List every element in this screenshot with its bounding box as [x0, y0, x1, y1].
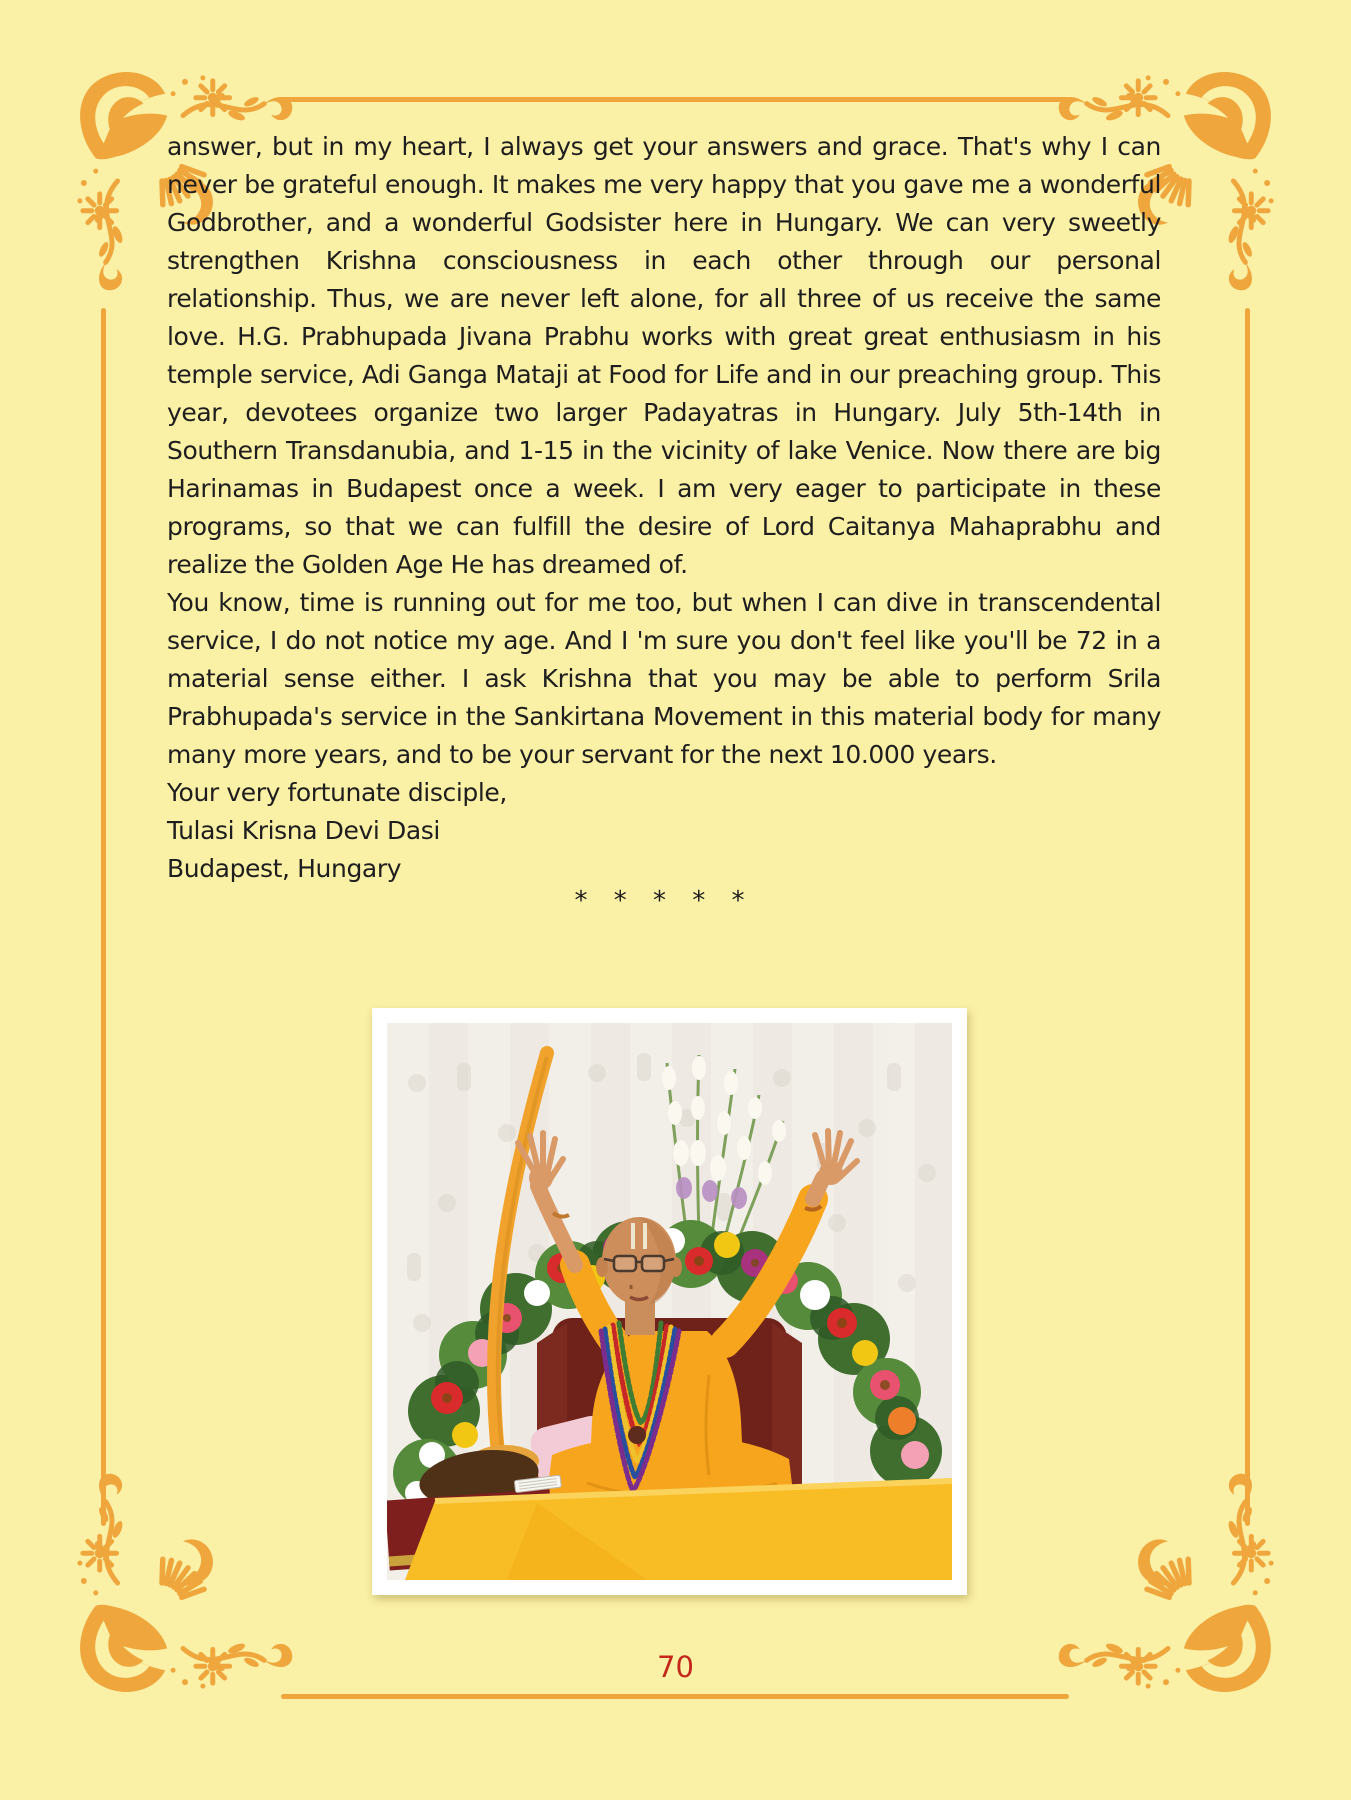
- letter-paragraph: answer, but in my heart, I always get your answers and grace. That's why I can never be grateful enough. It makes me very happy that you gave me a wonderful Godbrother, and a wonderful Godsister here in Hungary. We can very sweetly strengthen Krishna consciousness in each other through our personal relationship. Thus, we are never left alone, for all three of us receive the same love. H.G. Prabhupada Jivana Prabhu works with great great enthusiasm in his temple service, Adi Ganga Mataji at Food for Life and in our preaching group. This year, devotees organize two larger Padayatras in Hungary. July 5th-14th in Southern Transdanubia, and 1-15 in the vicinity of lake Venice. Now there are big Harinamas in Budapest once a week. I am very eager to participate in these programs, so that we can fulfill the desire of Lord Caitanya Mahaprabhu and realize the Golden Age He has dreamed of.: [167, 132, 1161, 579]
- guru-photo-illustration: [387, 1023, 952, 1580]
- border-line-left: [101, 308, 106, 1526]
- asterisk-separator: * * * * *: [574, 886, 754, 916]
- letter-body: [167, 128, 1161, 920]
- signature-name: Tulasi Krisna Devi Dasi: [167, 816, 440, 845]
- signature-location: Budapest, Hungary: [167, 854, 402, 883]
- border-line-top: [281, 97, 1069, 102]
- letter-paragraph: You know, time is running out for me too, but when I can dive in transcendental service, I do not notice my age. And I 'm sure you don't feel like you'll be 72 in a material sense either. I ask Krishna that you may be able to perform Srila Prabhupada's service in the Sankirtana Movement in this material body for many many more years, and to be your servant for the next 10.000 years.: [167, 588, 1161, 769]
- page-number: 70: [657, 1650, 694, 1684]
- border-line-right: [1245, 308, 1250, 1526]
- guru-photo: [372, 1008, 967, 1595]
- letter-closing: Your very fortunate disciple,: [167, 778, 507, 807]
- border-line-bottom: [281, 1694, 1069, 1699]
